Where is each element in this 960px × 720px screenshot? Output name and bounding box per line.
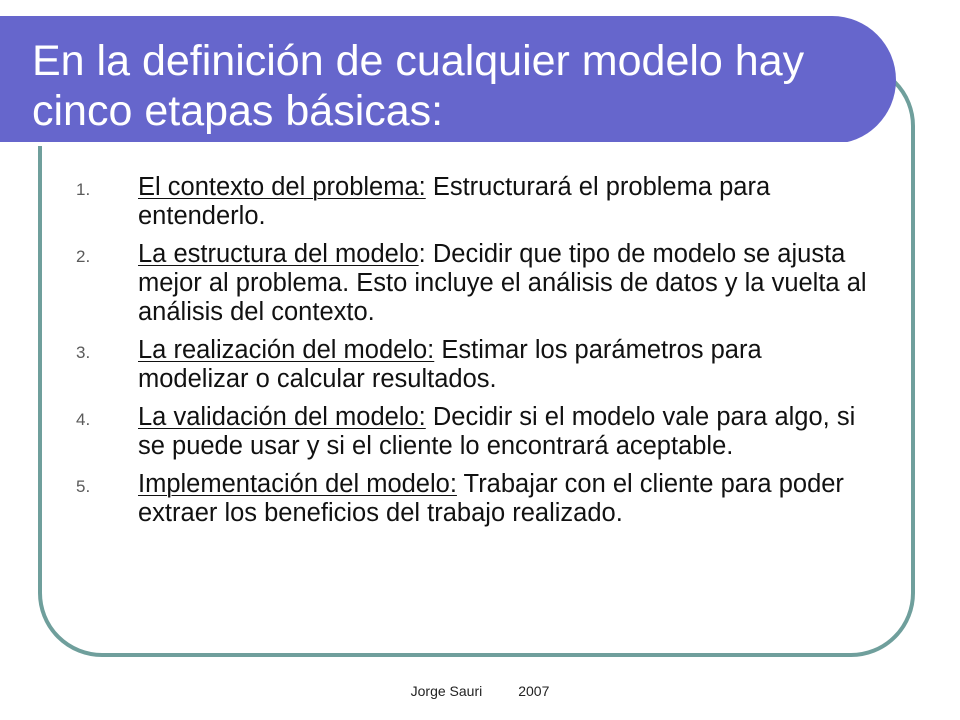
step-number: 5. [76,477,91,496]
step-body: Decidir si el modelo vale para algo, si se puede usar y si el cliente lo encontrará aceptable. [138,403,856,460]
title-bar [0,16,896,144]
footer [0,683,960,699]
step-body: Estructurará el problema para entenderlo. [138,173,771,230]
step-text [138,240,876,327]
title-underline [0,142,848,146]
footer-author: Jorge Sauri [410,683,483,699]
step-number: 3. [76,343,91,362]
step-body: : Decidir que tipo de modelo se ajusta mejor al problema. Esto incluye el análisis de datos y la vuelta al análisis del contexto. [138,240,867,326]
step-number: 1. [76,180,91,199]
slide-title: En la definición de cualquier modelo hay cinco etapas básicas: [32,37,805,135]
step-text [138,470,876,528]
step-item-3 [76,336,876,394]
step-text [138,403,876,461]
step-heading: La validación del modelo: [138,403,426,431]
footer-year: 2007 [518,683,550,699]
step-text [138,336,876,394]
step-heading: Implementación del modelo: [138,470,457,498]
step-body: Trabajar con el cliente para poder extraer los beneficios del trabajo realizado. [138,470,844,527]
step-heading: La realización del modelo: [138,336,435,364]
step-heading: La estructura del modelo [138,240,419,268]
step-number: 4. [76,410,91,429]
step-item-5 [76,470,876,528]
steps-list [76,173,876,537]
step-item-1 [76,173,876,231]
step-heading: El contexto del problema: [138,173,426,201]
step-item-4 [76,403,876,461]
step-text [138,173,876,231]
step-body: Estimar los parámetros para modelizar o calcular resultados. [138,336,762,393]
step-number: 2. [76,247,91,266]
step-item-2 [76,240,876,327]
